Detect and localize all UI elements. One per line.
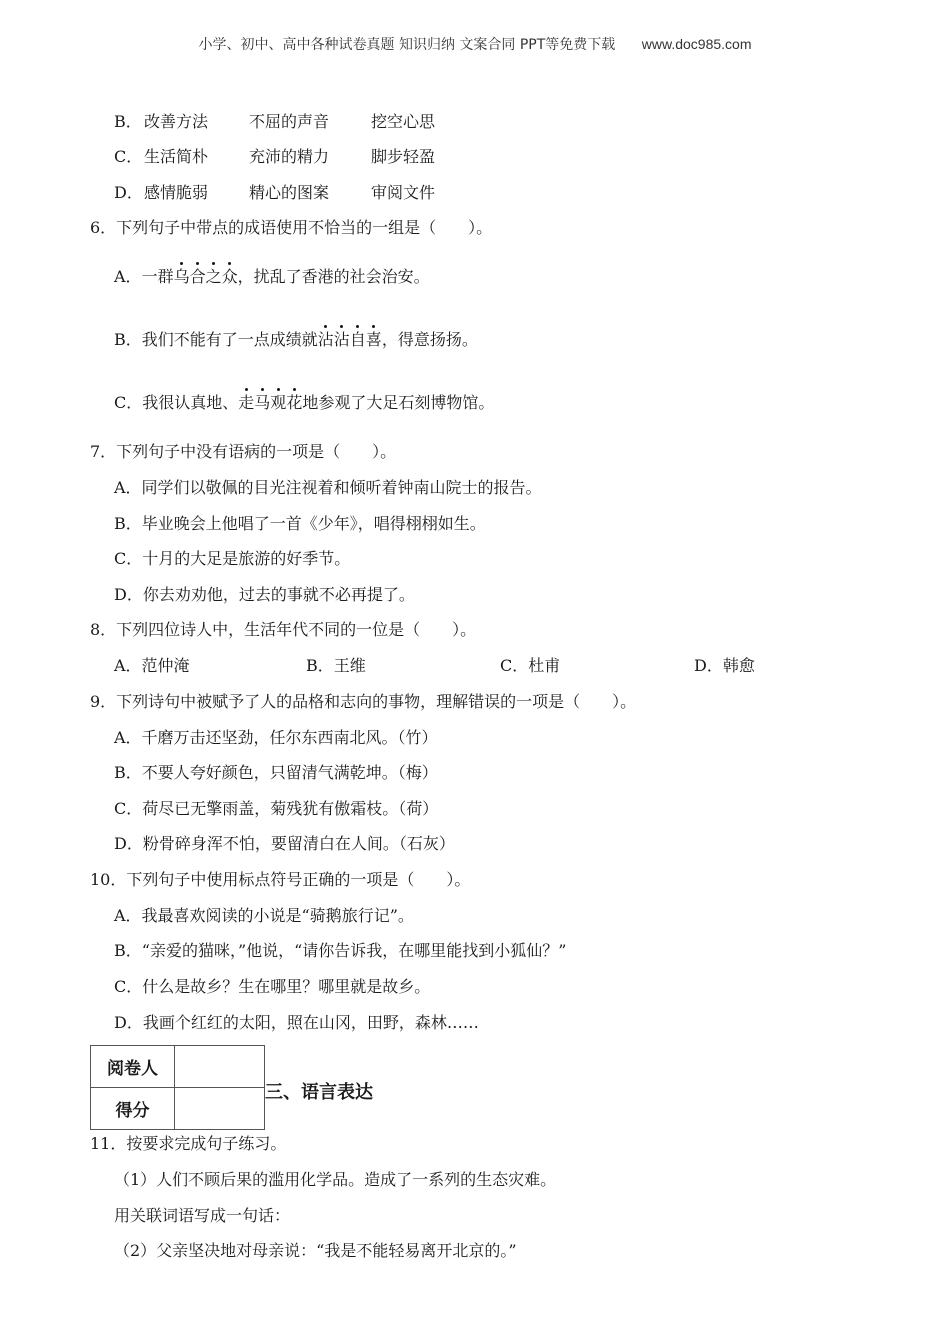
q5-option-b: B． 改善方法 不屈的声音 挖空心思 (114, 112, 436, 131)
q10-option-d: D．我画个红红的太阳，照在山冈，田野，森林…… (114, 1013, 479, 1032)
q9-option-d: D．粉骨碎身浑不怕，要留清白在人间。（石灰） (114, 834, 455, 853)
q6-option-c: C．我很认真地、走马观花地参观了大足石刻博物馆。 (114, 393, 495, 412)
q6-stem: 6．下列句子中带点的成语使用不恰当的一组是（ ）。 (90, 218, 493, 237)
q10-option-a: A．我最喜欢阅读的小说是“骑鹅旅行记”。 (114, 906, 414, 925)
q7-option-b: B．毕业晚会上他唱了一首《少年》，唱得栩栩如生。 (114, 514, 486, 533)
q6-option-b: B．我们不能有了一点成绩就沾沾自喜，得意扬扬。 (114, 330, 478, 349)
q7-stem: 7．下列句子中没有语病的一项是（ ）。 (90, 442, 397, 461)
q5-option-d: D．感情脆弱 精心的图案 审阅文件 (114, 183, 436, 202)
q6-option-a: A．一群乌合之众，扰乱了香港的社会治安。 (114, 267, 430, 286)
q10-stem: 10．下列句子中使用标点符号正确的一项是（ ）。 (90, 870, 471, 889)
q5-option-c: C． 生活简朴 充沛的精力 脚步轻盈 (114, 147, 436, 166)
page-header (0, 34, 950, 54)
q11-stem: 11．按要求完成句子练习。 (90, 1134, 287, 1153)
q9-stem: 9．下列诗句中被赋予了人的品格和志向的事物，理解错误的一项是（ ）。 (90, 692, 637, 711)
reviewer-label: 阅卷人 (91, 1046, 175, 1088)
reviewer-field[interactable] (175, 1046, 265, 1088)
header-text: 小学、初中、高中各种试卷真题 知识归纳 文案合同 PPT等免费下载 (198, 37, 616, 53)
q8-option-c: C．杜甫 (500, 656, 561, 675)
q7-option-d: D．你去劝劝他，过去的事就不必再提了。 (114, 585, 415, 604)
q11-part1: （1）人们不顾后果的滥用化学品。造成了一系列的生态灾难。 (114, 1170, 557, 1189)
header-url[interactable]: www.doc985.com (641, 36, 752, 52)
q8-option-d: D．韩愈 (694, 656, 755, 675)
q8-stem: 8．下列四位诗人中，生活年代不同的一位是（ ）。 (90, 620, 477, 639)
grading-table (90, 1045, 265, 1130)
q8-option-a: A．范仲淹 (114, 656, 190, 675)
score-label: 得分 (91, 1088, 175, 1130)
q9-option-b: B．不要人夸好颜色，只留清气满乾坤。（梅） (114, 763, 438, 782)
q10-option-b: B．“亲爱的猫咪，”他说，“请你告诉我，在哪里能找到小狐仙？” (114, 941, 567, 960)
section-title: 三、语言表达 (265, 1082, 373, 1103)
q11-part2: （2）父亲坚决地对母亲说：“我是不能轻易离开北京的。” (114, 1241, 517, 1260)
q11-part1-instruction: 用关联词语写成一句话： (114, 1206, 291, 1225)
q7-option-a: A．同学们以敬佩的目光注视着和倾听着钟南山院士的报告。 (114, 478, 542, 497)
q10-option-c: C．什么是故乡？生在哪里？哪里就是故乡。 (114, 977, 431, 996)
q7-option-c: C．十月的大足是旅游的好季节。 (114, 549, 351, 568)
q9-option-c: C．荷尽已无擎雨盖，菊残犹有傲霜枝。（荷） (114, 799, 439, 818)
q8-option-b: B．王维 (306, 656, 366, 675)
score-field[interactable] (175, 1088, 265, 1130)
q9-option-a: A．千磨万击还坚劲，任尔东西南北风。（竹） (114, 728, 438, 747)
